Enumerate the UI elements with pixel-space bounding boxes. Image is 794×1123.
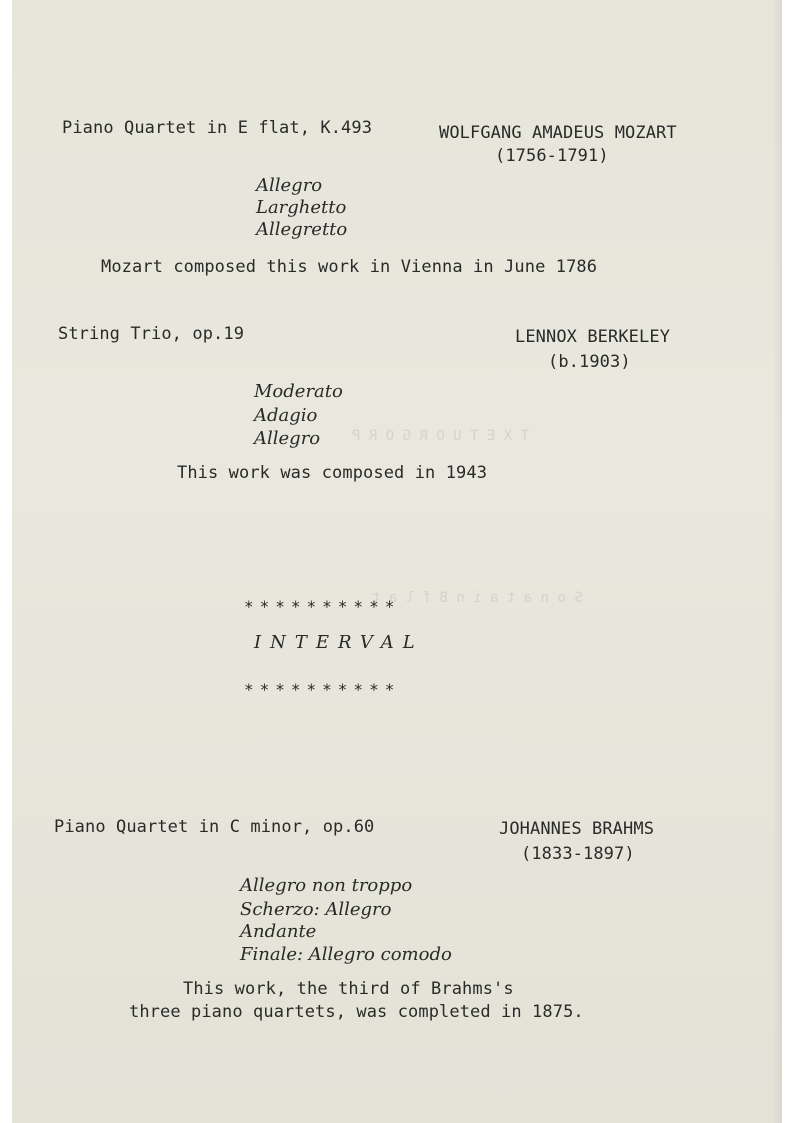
star-divider: ********** xyxy=(244,597,401,616)
piece-note: This work was composed in 1943 xyxy=(177,463,488,483)
piece-title: Piano Quartet in E flat, K.493 xyxy=(62,118,373,138)
piece-note: three piano quartets, was completed in 1875. xyxy=(129,1002,584,1022)
piece-title: String Trio, op.19 xyxy=(58,324,245,344)
movement: Allegro xyxy=(256,175,323,196)
composer-name: WOLFGANG AMADEUS MOZART xyxy=(439,123,677,143)
page-edge-shadow xyxy=(772,0,782,1123)
bleed-through-text: T X E T U O R G O R P xyxy=(352,428,530,444)
interval-heading: INTERVAL xyxy=(254,632,424,653)
movement: Larghetto xyxy=(256,197,347,218)
bleed-through-text: S o n a t a i n B f l a t xyxy=(372,590,583,606)
movement: Adagio xyxy=(254,405,318,426)
star-divider: ********** xyxy=(244,680,401,699)
composer-dates: (1756-1791) xyxy=(495,146,609,166)
movement: Allegretto xyxy=(256,219,348,240)
composer-name: JOHANNES BRAHMS xyxy=(499,819,655,839)
composer-dates: (1833-1897) xyxy=(521,844,635,864)
movement: Finale: Allegro comodo xyxy=(240,944,452,965)
movement: Allegro xyxy=(254,428,321,449)
piece-note: This work, the third of Brahms's xyxy=(183,979,514,999)
movement: Scherzo: Allegro xyxy=(240,899,392,920)
piece-note: Mozart composed this work in Vienna in June 1786 xyxy=(101,257,598,277)
piece-title: Piano Quartet in C minor, op.60 xyxy=(54,817,375,837)
programme-page xyxy=(12,0,782,1123)
movement: Andante xyxy=(240,921,317,942)
composer-dates: (b.1903) xyxy=(548,352,631,372)
movement: Moderato xyxy=(254,381,343,402)
composer-name: LENNOX BERKELEY xyxy=(515,327,671,347)
movement: Allegro non troppo xyxy=(240,875,413,896)
